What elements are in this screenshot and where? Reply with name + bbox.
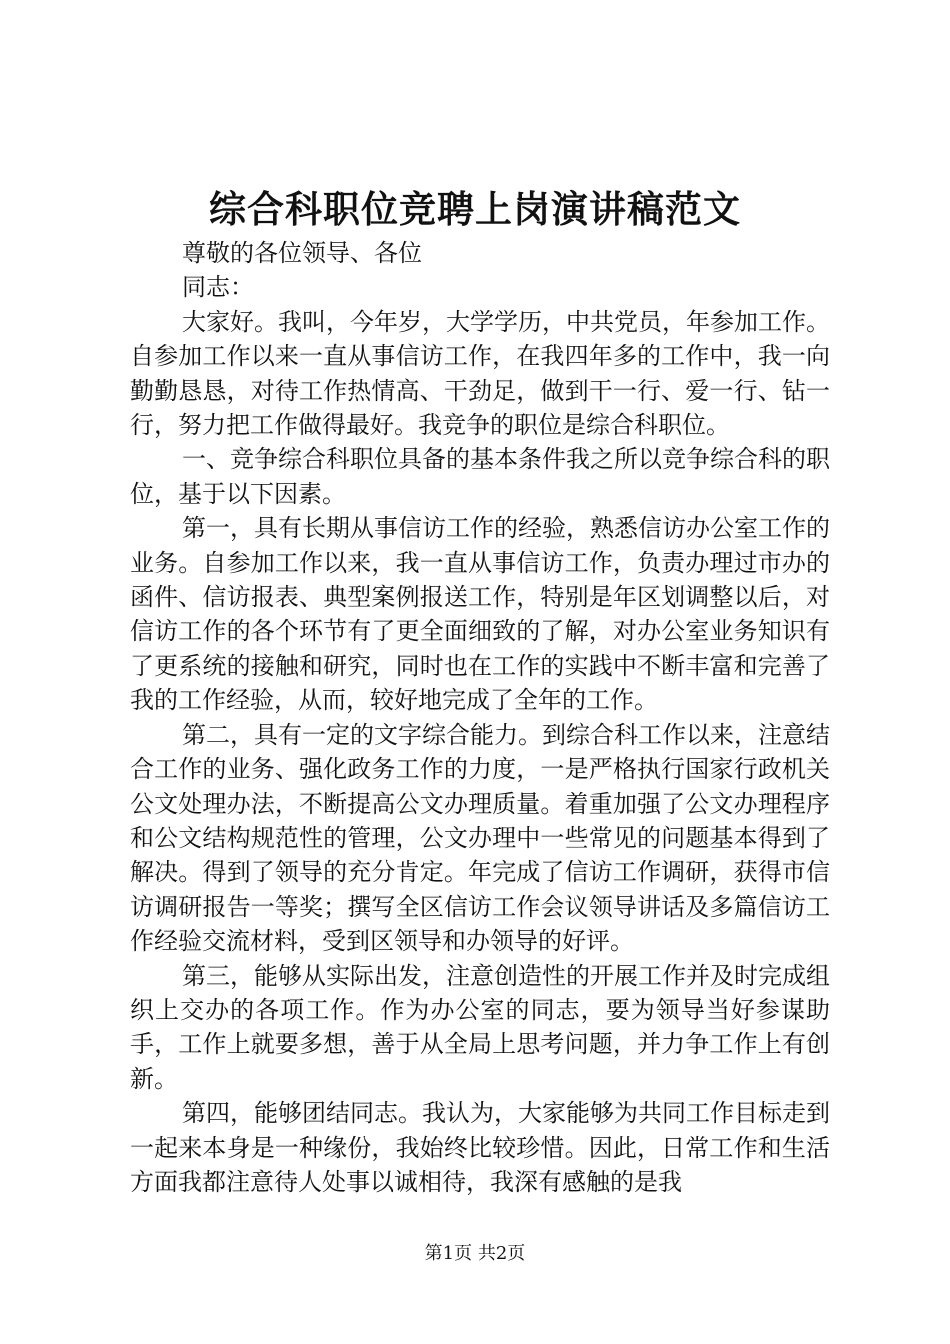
document-title: 综合科职位竞聘上岗演讲稿范文	[209, 187, 741, 231]
paragraph-third: 第三，能够从实际出发，注意创造性的开展工作并及时完成组织上交办的各项工作。作为办公室的同志，要为领导当好参谋助手，工作上就要多想，善于从全局上思考问题，并力争工作上有创新。	[130, 961, 830, 1093]
paragraph-intro: 大家好。我叫，今年岁，大学学历，中共党员，年参加工作。自参加工作以来一直从事信访工作，在我四年多的工作中，我一向勤勤恳恳，对待工作热情高、干劲足，做到干一行、爱一行、钻一行，努力把工作做得最好。我竞争的职位是综合科职位。	[130, 307, 830, 440]
paragraph-second: 第二，具有一定的文字综合能力。到综合科工作以来，注意结合工作的业务、强化政务工作的力度，一是严格执行国家行政机关公文处理办法，不断提高公文办理质量。着重加强了公文办理程序和公文结构规范性的管理，公文办理中一些常见的问题基本得到了解决。得到了领导的充分肯定。年完成了信访工作调研，获得市信访调研报告一等奖；撰写全区信访工作会议领导讲话及多篇信访工作经验交流材料，受到区领导和办领导的好评。	[130, 720, 830, 956]
page-footer: 第1页 共2页	[424, 1243, 526, 1264]
paragraph-salutation-cont: 同志：	[182, 273, 254, 302]
document-body	[130, 236, 830, 1199]
paragraph-salutation: 尊敬的各位领导、各位	[182, 239, 422, 267]
paragraph-section-heading: 一、竞争综合科职位具备的基本条件我之所以竞争综合科的职位，基于以下因素。	[130, 445, 830, 508]
paragraph-first: 第一，具有长期从事信访工作的经验，熟悉信访办公室工作的业务。自参加工作以来，我一直从事信访工作，负责办理过市办的函件、信访报表、典型案例报送工作，特别是年区划调整以后，对信访工作的各个环节有了更全面细致的了解，对办公室业务知识有了更系统的接触和研究，同时也在工作的实践中不断丰富和完善了我的工作经验，从而，较好地完成了全年的工作。	[130, 514, 830, 715]
paragraph-fourth: 第四，能够团结同志。我认为，大家能够为共同工作目标走到一起来本身是一种缘份，我始终比较珍惜。因此，日常工作和生活方面我都注意待人处事以诚相待，我深有感触的是我	[130, 1099, 830, 1196]
